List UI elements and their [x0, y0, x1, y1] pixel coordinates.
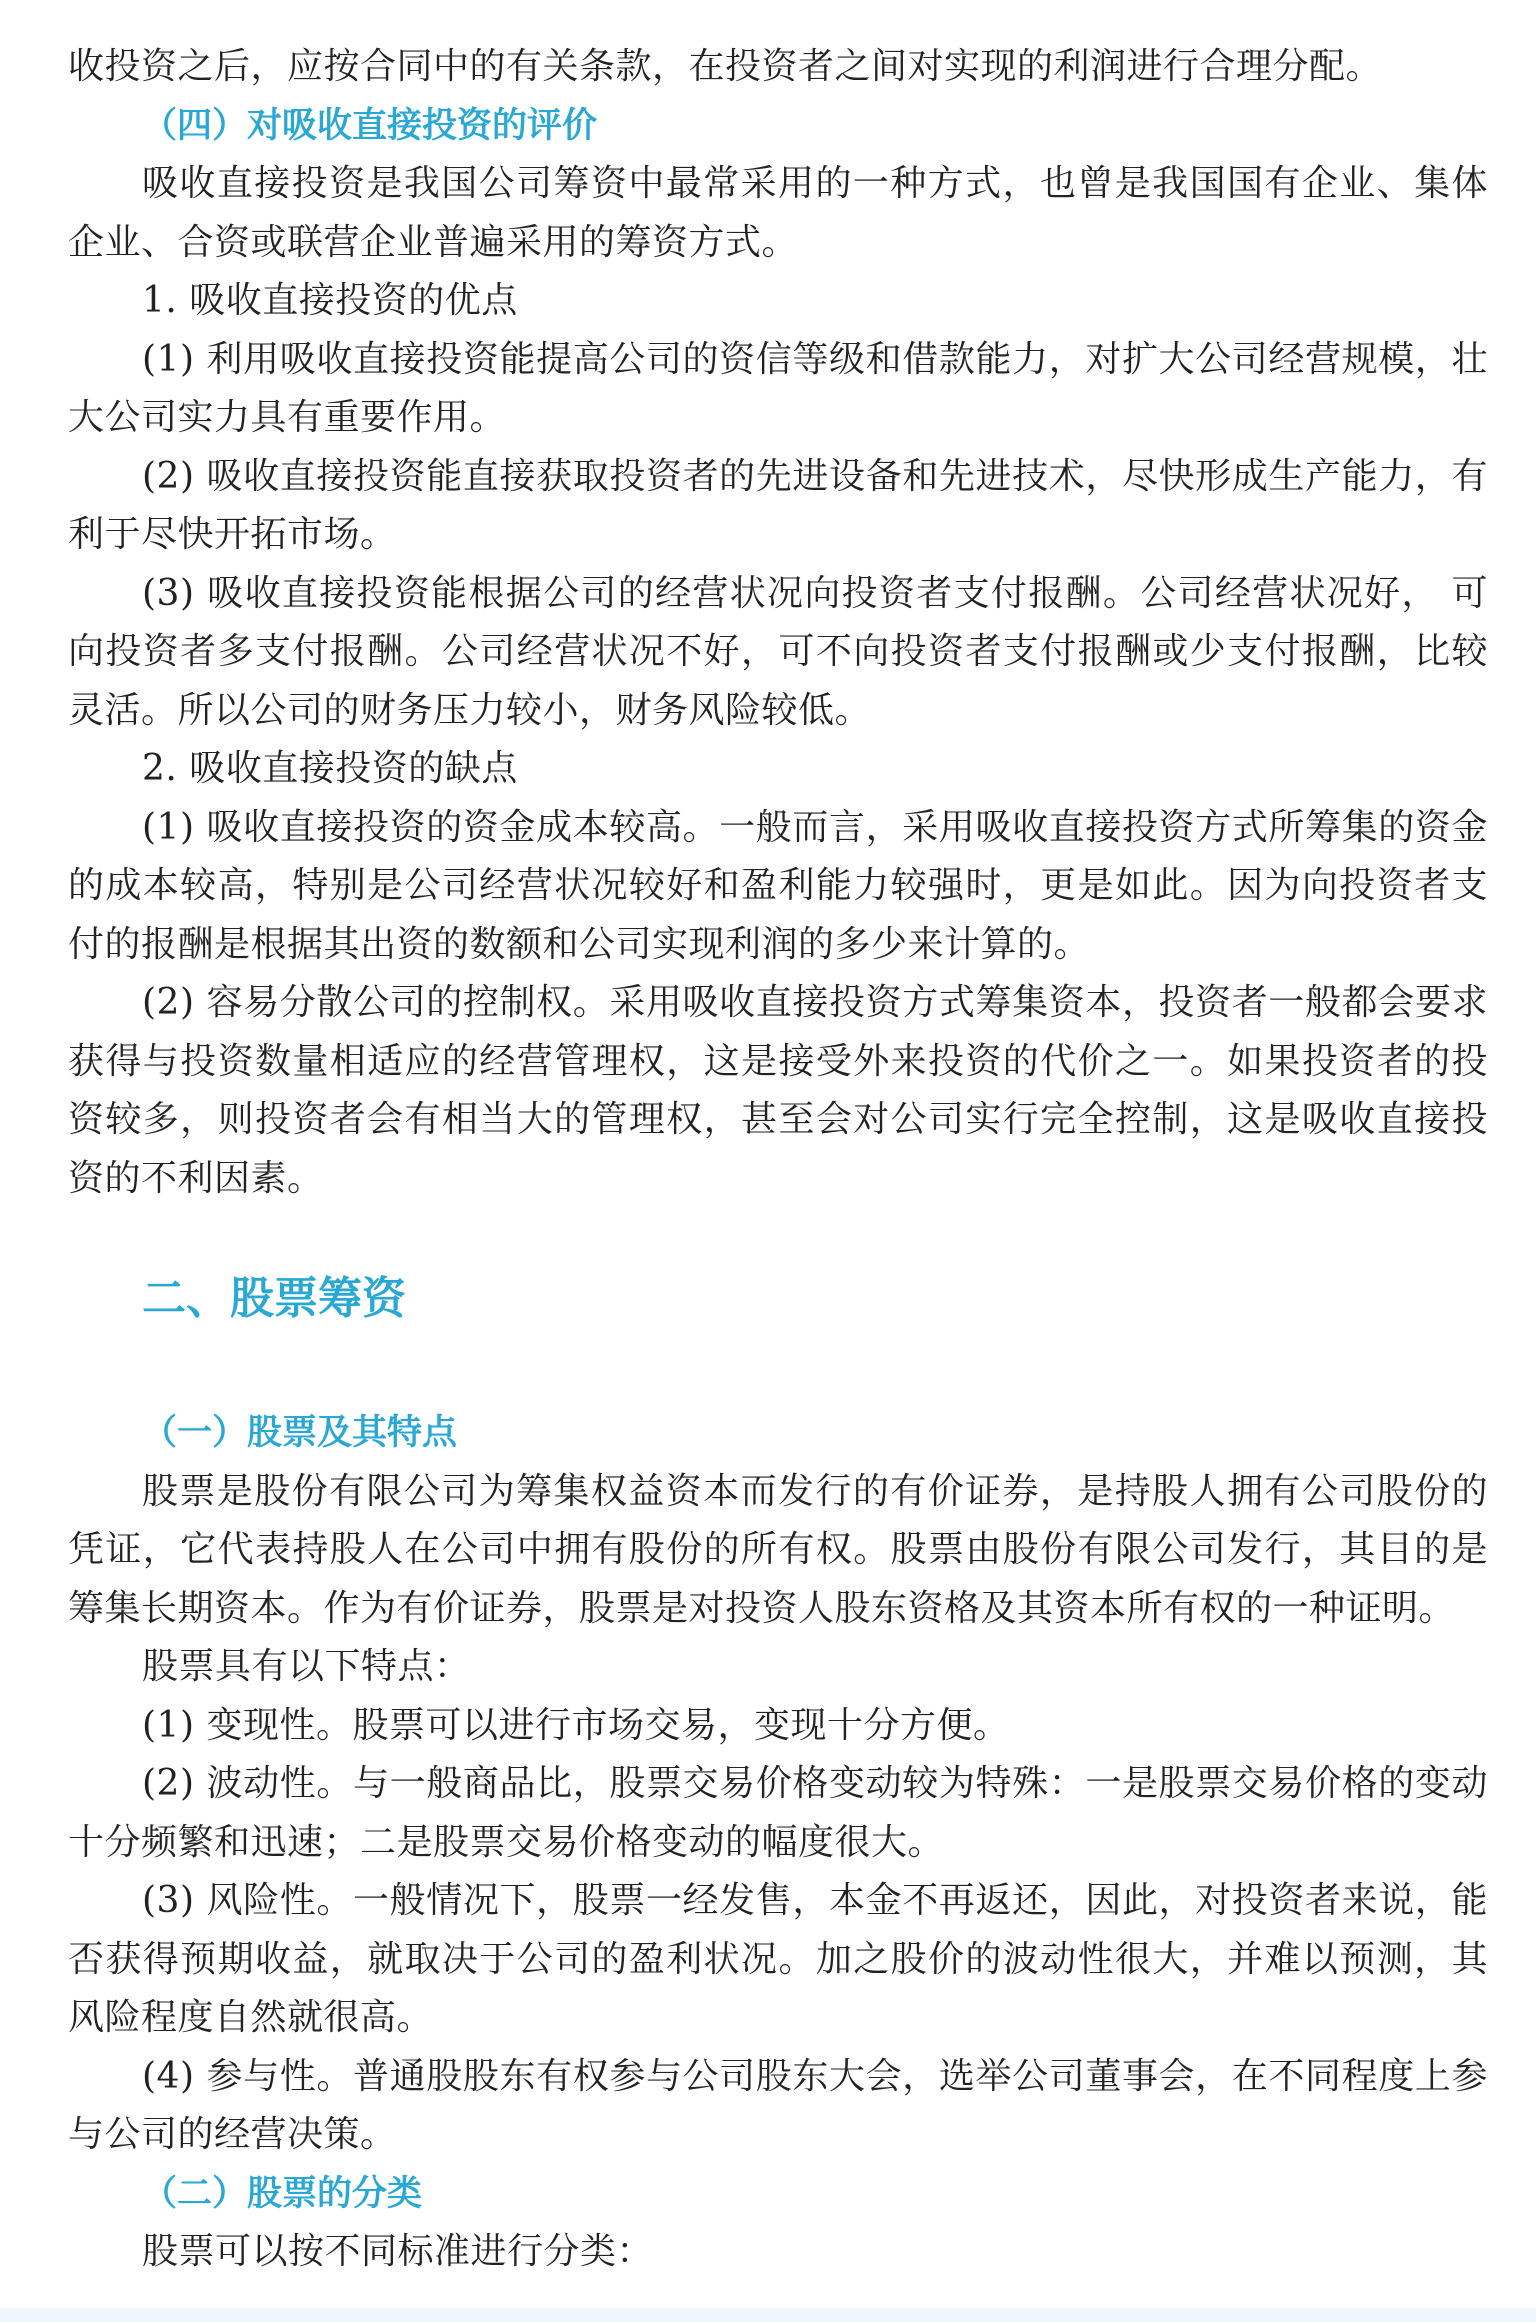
paragraph: 股票是股份有限公司为筹集权益资本而发行的有价证券，是持股人拥有公司股份的凭证，它代表持股人在公司中拥有股份的所有权。股票由股份有限公司发行，其目的是筹集长期资本。作为有价证券，股票是对投资人股东资格及其资本所有权的一种证明。 [68, 1470, 1488, 1629]
paragraph: 收投资之后，应按合同中的有关条款，在投资者之间对实现的利润进行合理分配。 [68, 46, 1383, 87]
paragraph: 股票可以按不同标准进行分类： [142, 2231, 654, 2272]
list-item: (2) 容易分散公司的控制权。采用吸收直接投资方式筹集资本，投资者一般都会要求获得与投资数量相适应的经营管理权，这是接受外来投资的代价之一。如果投资者的投资较多，则投资者会有相当大的管理权，甚至会对公司实行完全控制，这是吸收直接投资的不利因素。 [68, 982, 1488, 1199]
list-heading: 2. 吸收直接投资的缺点 [142, 748, 518, 789]
list-item: (2) 吸收直接投资能直接获取投资者的先进设备和先进技术，尽快形成生产能力，有利于尽快开拓市场。 [68, 455, 1488, 555]
subsection-heading: （四）对吸收直接投资的评价 [142, 105, 598, 146]
list-item: (1) 吸收直接投资的资金成本较高。一般而言，采用吸收直接投资方式所筹集的资金的成本较高，特别是公司经营状况较好和盈利能力较强时，更是如此。因为向投资者支付的报酬是根据其出资的数额和公司实现利润的多少来计算的。 [68, 806, 1488, 965]
subsection-heading: （二）股票的分类 [142, 2173, 423, 2214]
section-heading: 二、股票筹资 [142, 1273, 406, 1324]
document-page [68, 0, 1488, 2282]
page-bottom-band [0, 2308, 1536, 2322]
paragraph: 股票具有以下特点： [142, 1646, 471, 1687]
list-item: (4) 参与性。普通股股东有权参与公司股东大会，选举公司董事会，在不同程度上参与公司的经营决策。 [68, 2055, 1488, 2155]
list-item: (3) 风险性。一般情况下，股票一经发售，本金不再返还，因此，对投资者来说，能否获得预期收益，就取决于公司的盈利状况。加之股价的波动性很大，并难以预测，其风险程度自然就很高。 [68, 1880, 1488, 2038]
subsection-heading: （一）股票及其特点 [142, 1413, 458, 1453]
list-item: (3) 吸收直接投资能根据公司的经营状况向投资者支付报酬。公司经营状况好， 可向投资者多支付报酬。公司经营状况不好，可不向投资者支付报酬或少支付报酬，比较灵活。所以公司的财务压力较小，财务风险较低。 [68, 572, 1488, 731]
list-item: (1) 变现性。股票可以进行市场交易，变现十分方便。 [142, 1704, 1010, 1746]
list-heading: 1. 吸收直接投资的优点 [142, 280, 518, 321]
list-item: (1) 利用吸收直接投资能提高公司的资信等级和借款能力，对扩大公司经营规模，壮大公司实力具有重要作用。 [68, 338, 1488, 438]
paragraph: 吸收直接投资是我国公司筹资中最常采用的一种方式，也曾是我国国有企业、集体企业、合资或联营企业普遍采用的筹资方式。 [68, 163, 1488, 263]
list-item: (2) 波动性。与一般商品比，股票交易价格变动较为特殊：一是股票交易价格的变动十分频繁和迅速；二是股票交易价格变动的幅度很大。 [68, 1763, 1488, 1863]
